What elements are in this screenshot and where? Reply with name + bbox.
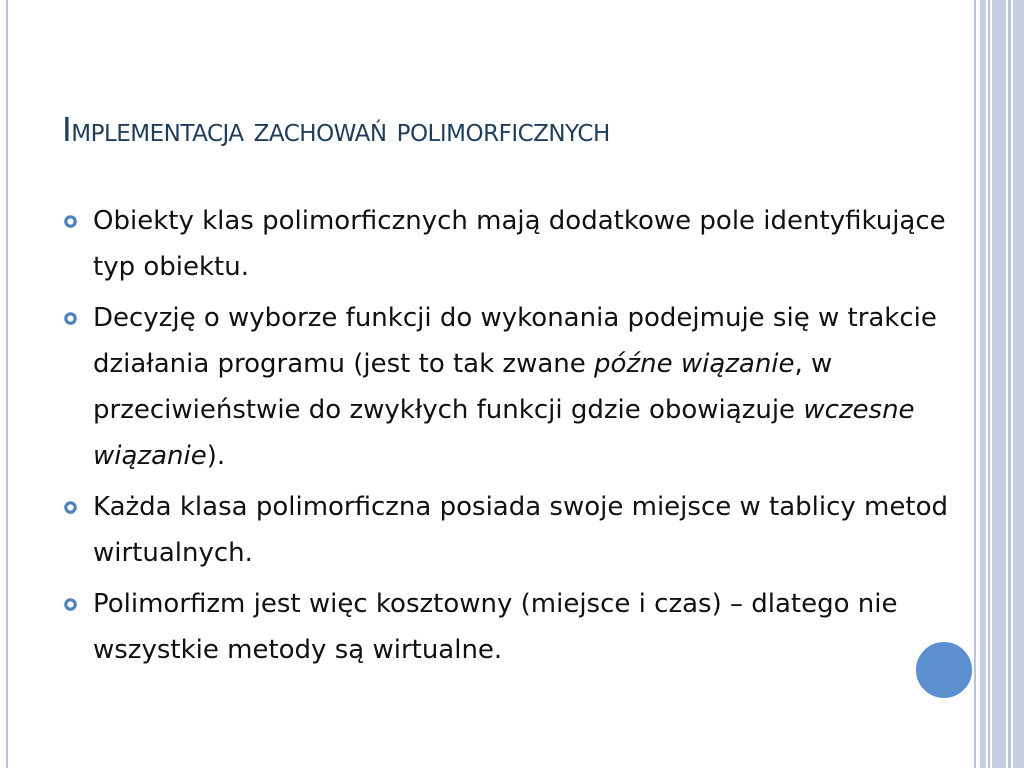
bullet-text-segment: Decyzję o wyborze funkcji do wykonania podejmuje się w trakcie działania programu (jest to tak zwane: [93, 303, 937, 379]
bullet-text: [93, 206, 946, 282]
frame-line-left: [6, 0, 8, 768]
slide-title: Implementacja zachowań polimorficznych: [62, 110, 610, 149]
bullet-text: [93, 303, 937, 471]
frame-stripe-right: [988, 0, 990, 768]
frame-stripe-right: [1008, 0, 1011, 768]
decorative-circle-shape: [916, 642, 973, 699]
bullet-text-segment: Polimorfizm jest więc kosztowny (miejsce i czas) – dlatego nie wszystkie metody są wirtualne.: [93, 589, 898, 665]
bullet-item: [62, 198, 967, 290]
italic-term: wczesne wiązanie: [93, 395, 915, 471]
bullet-text: [93, 589, 897, 665]
ring-bullet-icon: [63, 500, 78, 515]
frame-stripe-right: [1013, 0, 1024, 768]
bullet-text-segment: ).: [206, 441, 226, 471]
ring-bullet-icon: [63, 214, 78, 229]
italic-term: późne wiązanie: [594, 349, 795, 379]
frame-stripe-right: [980, 0, 986, 768]
bullet-item: [62, 581, 967, 673]
bullet-item: [62, 295, 967, 479]
bullet-text-segment: Każda klasa polimorficzna posiada swoje miejsce w tablicy metod wirtualnych.: [93, 492, 948, 568]
bullet-text: [93, 492, 948, 568]
bullet-text-segment: , w przeciwieństwie do zwykłych funkcji gdzie obowiązuje: [93, 349, 833, 425]
bullet-text-segment: Obiekty klas polimorficznych mają dodatkowe pole identyfikujące typ obiektu.: [93, 206, 946, 282]
frame-stripe-right: [992, 0, 1006, 768]
ring-bullet-icon: [63, 597, 78, 612]
frame-stripe-right: [974, 0, 976, 768]
bullet-list: [62, 198, 967, 678]
ring-bullet-icon: [63, 311, 78, 326]
decorative-circle: [914, 640, 974, 700]
bullet-item: [62, 484, 967, 576]
